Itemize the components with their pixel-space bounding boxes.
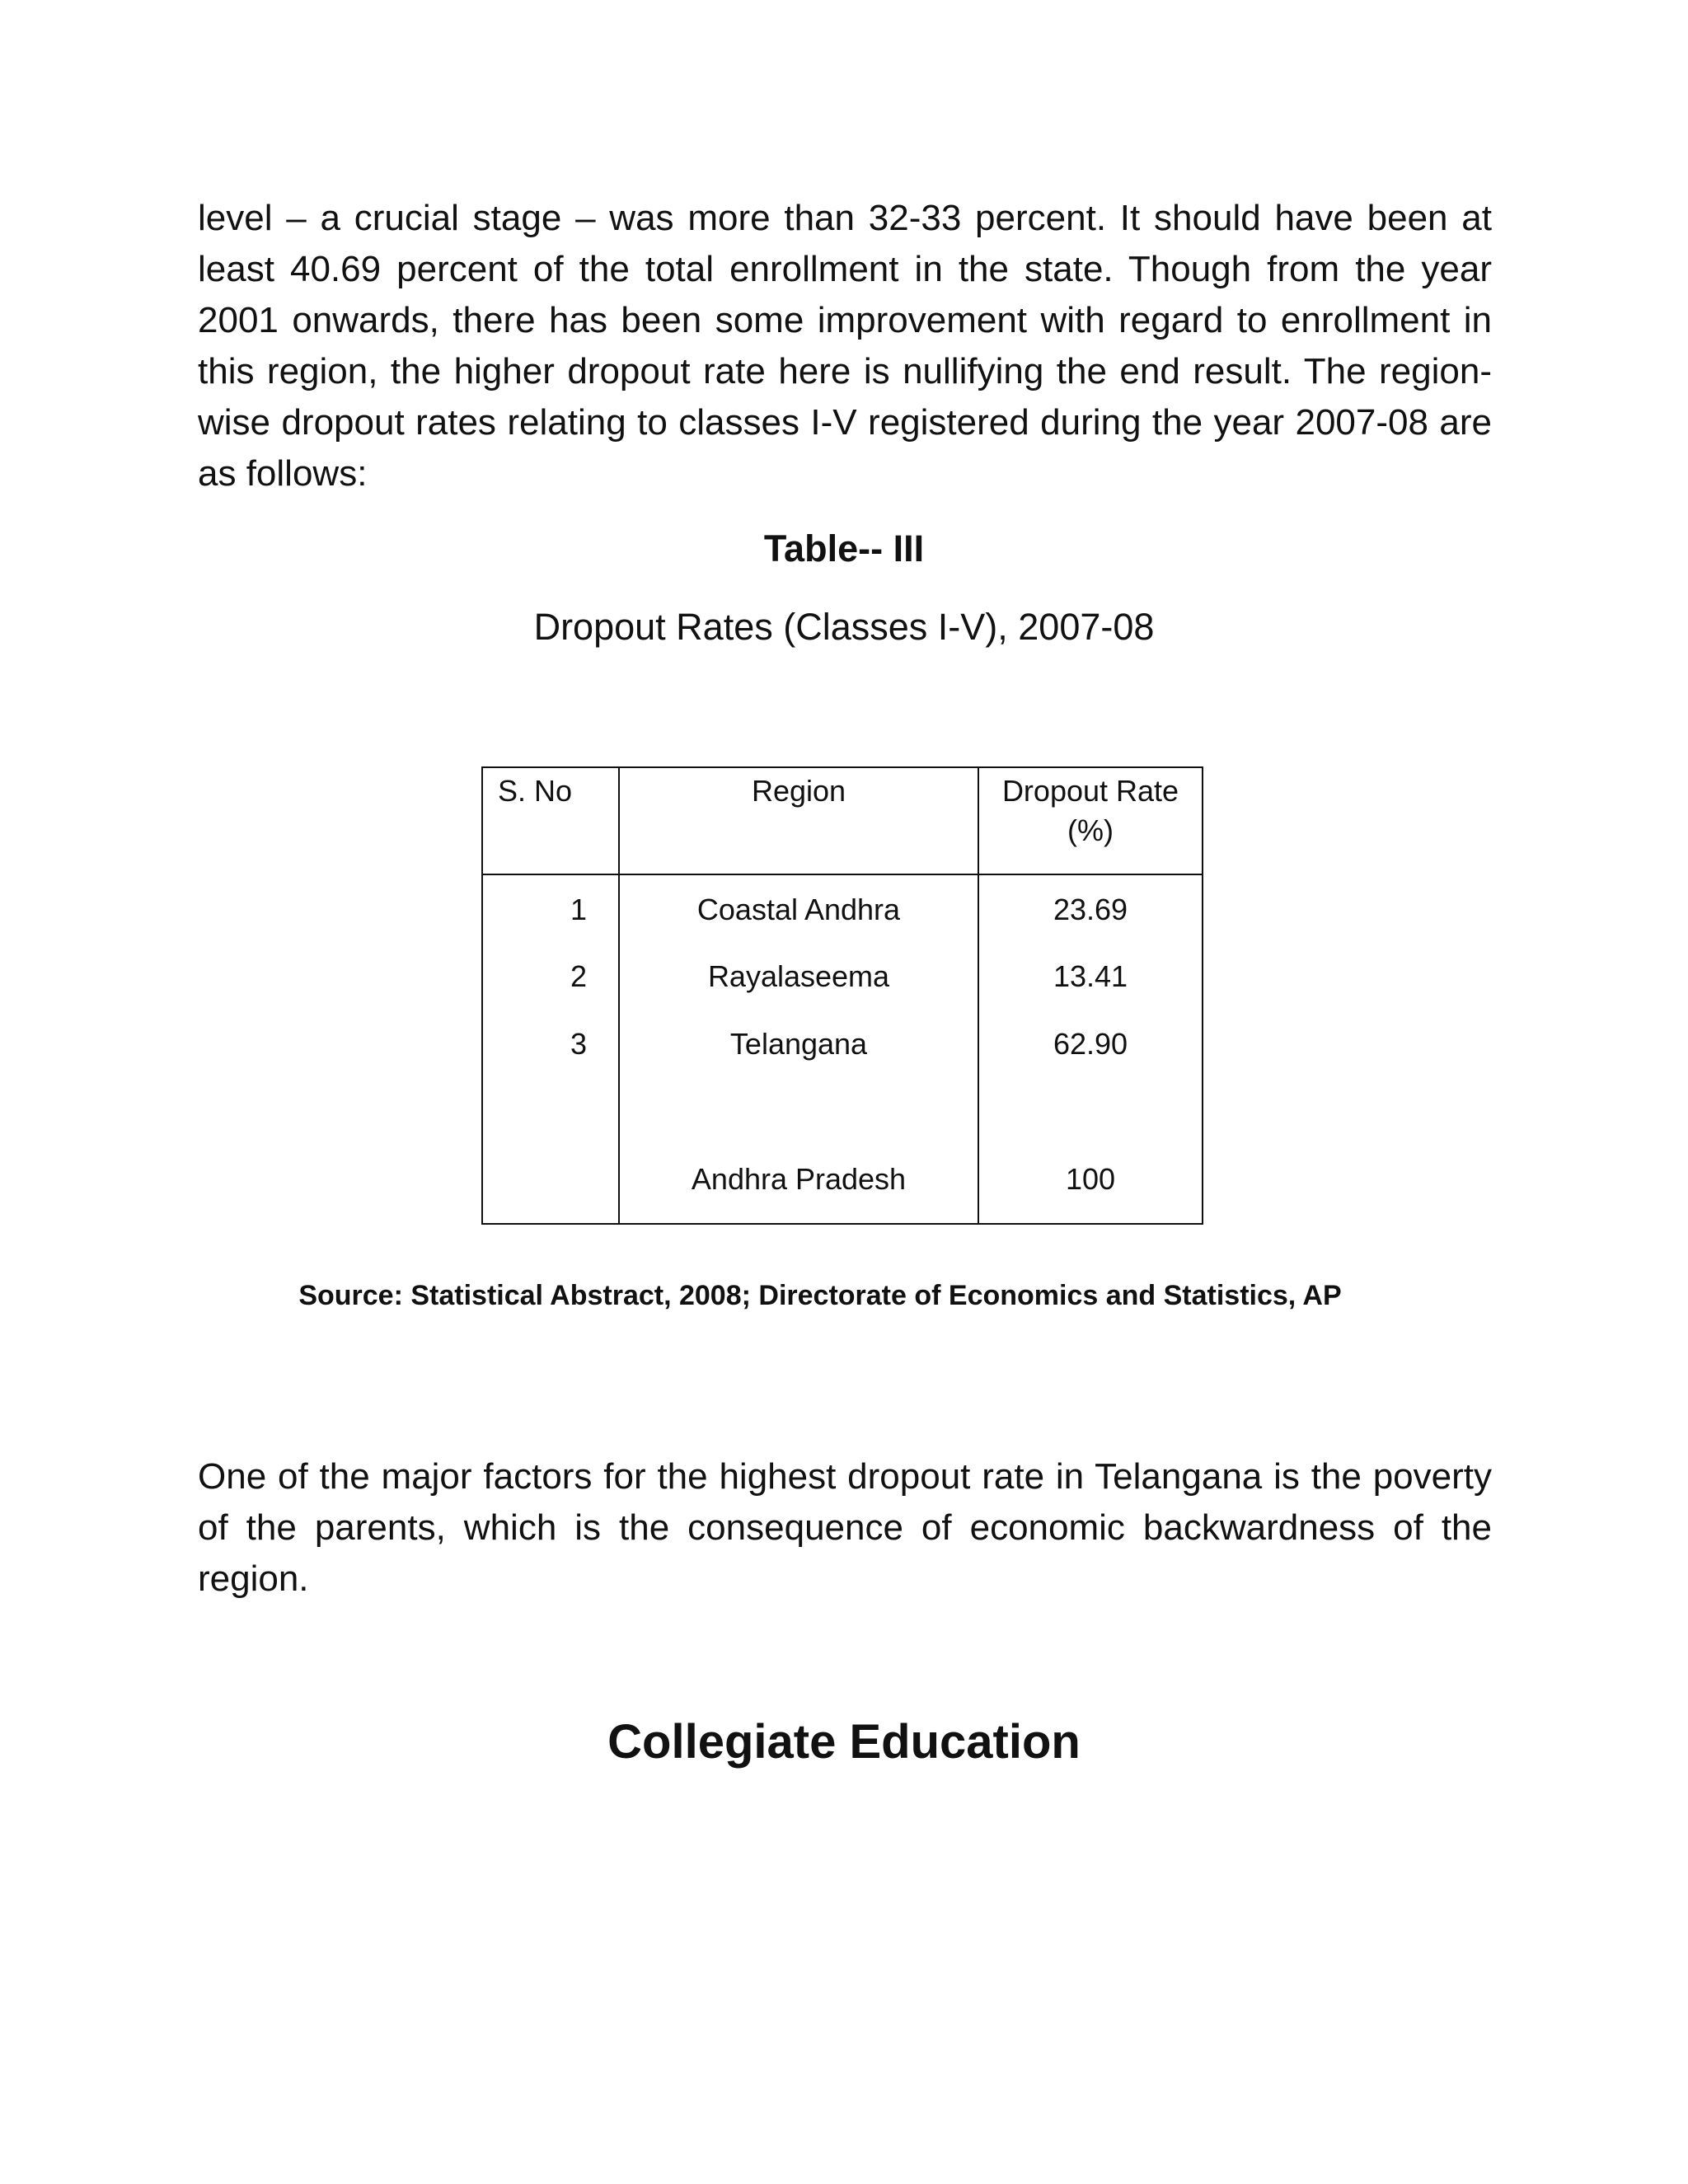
table-title: Dropout Rates (Classes I-V), 2007-08	[533, 606, 1155, 648]
cell-sno: 3	[482, 1010, 619, 1077]
cell-rate: 100	[978, 1146, 1203, 1224]
cell-region: Coastal Andhra	[619, 874, 978, 942]
table-row	[482, 942, 1203, 1010]
cell-rate: 23.69	[978, 874, 1203, 942]
header-sno: S. No	[482, 767, 619, 874]
table-label: Table-- III	[763, 527, 925, 569]
header-region: Region	[619, 767, 978, 874]
header-dropout-rate: Dropout Rate (%)	[978, 767, 1203, 874]
cell-rate: 62.90	[978, 1010, 1203, 1077]
table-header-row	[482, 767, 1203, 874]
cell-region: Rayalaseema	[619, 942, 978, 1010]
table-row	[482, 1010, 1203, 1077]
cell-region: Telangana	[619, 1010, 978, 1077]
table-total-row	[482, 1146, 1203, 1224]
table-row	[482, 874, 1203, 942]
table-source-note: Source: Statistical Abstract, 2008; Directorate of Economics and Statistics, AP	[298, 1280, 1342, 1311]
cell-sno	[482, 1146, 619, 1224]
table-spacer-row	[482, 1077, 1203, 1146]
cell-sno: 2	[482, 942, 619, 1010]
section-heading: Collegiate Education	[607, 1715, 1081, 1769]
cell-rate: 13.41	[978, 942, 1203, 1010]
intro-paragraph: level – a crucial stage – was more than 32-33 percent. It should have been at least 40.69 percent of the total enrollment in the state. Though from the year 2001 onwards, there has been some improvement with regard to enrollment in this region, the higher dropout rate here is nullifying the end result. The region-wise dropout rates relating to classes I-V registered during the year 2007-08 are as follows:	[198, 198, 1492, 494]
cell-sno: 1	[482, 874, 619, 942]
conclusion-paragraph: One of the major factors for the highest dropout rate in Telangana is the poverty of the parents, which is the consequence of economic backwardness of the region.	[198, 1456, 1492, 1599]
cell-region: Andhra Pradesh	[619, 1146, 978, 1224]
dropout-rates-table	[481, 766, 1203, 1225]
